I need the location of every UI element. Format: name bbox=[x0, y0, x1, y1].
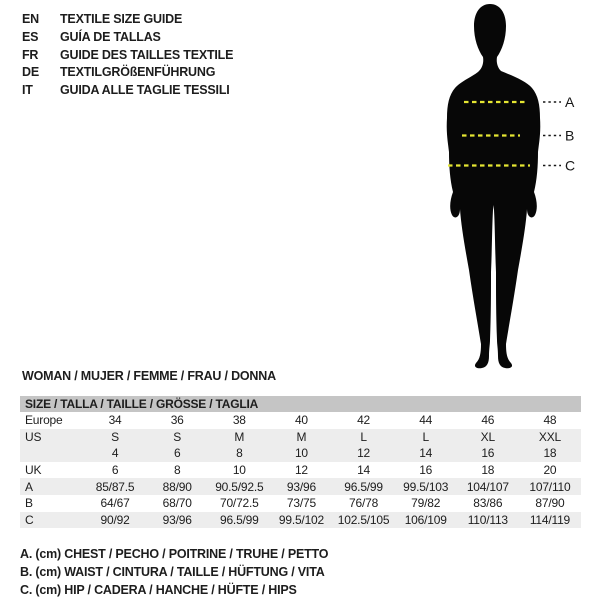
language-row bbox=[22, 82, 233, 100]
size-cell: 79/82 bbox=[411, 496, 441, 511]
size-cell: 6 bbox=[111, 463, 119, 478]
size-cell: M bbox=[234, 429, 245, 444]
size-cell: 12 bbox=[357, 446, 371, 461]
size-cell: 38 bbox=[232, 413, 246, 428]
size-cell: 16 bbox=[481, 446, 495, 461]
size-cell: 4 bbox=[111, 446, 119, 461]
size-cell: 6 bbox=[173, 446, 181, 461]
size-cell: 99.5/103 bbox=[403, 479, 449, 494]
language-code: FR bbox=[22, 47, 39, 62]
size-cell: 102.5/105 bbox=[337, 512, 390, 527]
size-cell: 44 bbox=[419, 413, 433, 428]
row-label: B bbox=[25, 496, 33, 511]
row-label: C bbox=[25, 512, 34, 527]
size-cell: XL bbox=[480, 429, 495, 444]
marker-label-b: B bbox=[565, 127, 575, 144]
language-row bbox=[22, 47, 233, 65]
size-cell: 83/86 bbox=[473, 496, 503, 511]
legend-line-chest: A. (cm) CHEST / PECHO / POITRINE / TRUHE / PETTO bbox=[20, 547, 329, 561]
language-row bbox=[22, 11, 233, 29]
language-code: EN bbox=[22, 12, 39, 26]
language-label: GUIDE DES TAILLES TEXTILE bbox=[60, 47, 234, 62]
legend-line-hip: C. (cm) HIP / CADERA / HANCHE / HÜFTE / HIPS bbox=[20, 583, 297, 598]
size-table-header: SIZE / TALLA / TAILLE / GRÖSSE / TAGLIA bbox=[20, 396, 581, 412]
size-cell: 8 bbox=[173, 463, 181, 478]
size-cell: 36 bbox=[170, 413, 184, 428]
row-label: A bbox=[25, 479, 33, 494]
size-cell: 90/92 bbox=[100, 512, 130, 527]
size-cell: 10 bbox=[294, 446, 308, 461]
size-cell: XXL bbox=[538, 429, 561, 444]
size-cell: 90.5/92.5 bbox=[215, 479, 264, 494]
row-label: US bbox=[25, 429, 42, 444]
size-cell: 10 bbox=[232, 463, 246, 478]
size-cell: 93/96 bbox=[286, 479, 316, 494]
size-table-rows bbox=[20, 412, 581, 528]
language-label: GUIDA ALLE TAGLIE TESSILI bbox=[60, 83, 230, 98]
language-code: IT bbox=[22, 83, 33, 98]
size-cell: 110/113 bbox=[467, 512, 508, 527]
language-row bbox=[22, 64, 233, 82]
size-cell: 8 bbox=[236, 446, 243, 461]
size-cell: 14 bbox=[419, 446, 433, 461]
table-row bbox=[20, 478, 581, 495]
marker-label-a: A bbox=[565, 94, 575, 110]
size-cell: S bbox=[173, 429, 182, 444]
size-cell: 46 bbox=[481, 413, 495, 428]
language-list bbox=[22, 11, 233, 100]
language-label: GUÍA DE TALLAS bbox=[60, 29, 161, 44]
row-label: UK bbox=[25, 463, 42, 478]
size-cell: 96.5/99 bbox=[219, 512, 259, 527]
table-row bbox=[20, 495, 581, 512]
legend-line-waist: B. (cm) WAIST / CINTURA / TAILLE / HÜFTUNG / VITA bbox=[20, 565, 325, 580]
table-row bbox=[20, 512, 581, 529]
size-cell: 48 bbox=[543, 413, 557, 428]
language-label: TEXTILE SIZE GUIDE bbox=[60, 12, 183, 26]
table-row bbox=[20, 462, 581, 479]
section-title: WOMAN / MUJER / FEMME / FRAU / DONNA bbox=[22, 369, 276, 383]
woman-silhouette-icon bbox=[447, 4, 541, 368]
size-cell: 93/96 bbox=[162, 512, 192, 527]
size-cell: 106/109 bbox=[404, 512, 447, 527]
table-row bbox=[20, 445, 581, 462]
language-code: ES bbox=[22, 29, 39, 44]
size-cell: L bbox=[422, 429, 429, 444]
size-cell: 18 bbox=[481, 463, 495, 478]
language-label: TEXTILGRÖßENFÜHRUNG bbox=[60, 65, 216, 80]
size-cell: 68/70 bbox=[162, 496, 192, 511]
woman-silhouette-figure bbox=[410, 0, 595, 375]
size-cell: 73/75 bbox=[286, 496, 316, 511]
table-row bbox=[20, 429, 581, 446]
size-cell: 114/119 bbox=[529, 512, 571, 527]
size-cell: S bbox=[111, 429, 119, 444]
size-cell: 104/107 bbox=[466, 479, 509, 494]
size-cell: 70/72.5 bbox=[219, 496, 259, 511]
size-cell: 85/87.5 bbox=[95, 479, 135, 494]
row-label: Europe bbox=[25, 413, 63, 428]
size-cell: 16 bbox=[419, 463, 433, 478]
language-row bbox=[22, 29, 233, 47]
language-code: DE bbox=[22, 65, 39, 80]
size-cell: 76/78 bbox=[349, 496, 379, 511]
size-cell: 99.5/102 bbox=[278, 512, 324, 527]
size-cell: 18 bbox=[543, 446, 557, 461]
size-cell: L bbox=[360, 429, 367, 444]
table-row bbox=[20, 412, 581, 429]
size-cell: 64/67 bbox=[100, 496, 130, 511]
marker-label-c: C bbox=[565, 157, 576, 174]
size-cell: 12 bbox=[294, 463, 308, 478]
size-cell: 88/90 bbox=[162, 479, 192, 494]
size-cell: 40 bbox=[294, 413, 308, 428]
size-cell: 107/110 bbox=[529, 479, 571, 494]
size-cell: 14 bbox=[357, 463, 371, 478]
size-cell: 20 bbox=[543, 463, 557, 478]
size-cell: 42 bbox=[357, 413, 371, 428]
size-cell: 87/90 bbox=[535, 496, 565, 511]
measurement-legend bbox=[20, 545, 328, 600]
size-cell: M bbox=[296, 429, 307, 444]
size-cell: 96.5/99 bbox=[344, 479, 383, 494]
size-table bbox=[20, 396, 581, 528]
size-cell: 34 bbox=[108, 413, 122, 428]
